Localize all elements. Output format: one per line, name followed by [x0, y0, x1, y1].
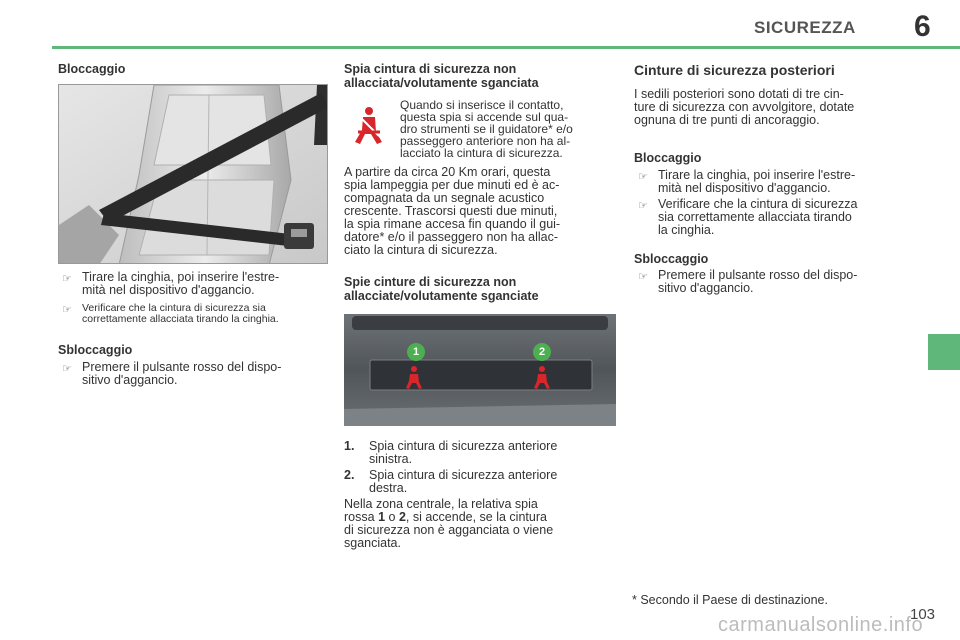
callout-2: 2 — [533, 343, 551, 361]
bullet-icon: ☞ — [638, 171, 648, 183]
front-seat-belt-illustration — [58, 84, 328, 264]
item-1-text: Spia cintura di sicurezza anteriore sinistra. — [369, 439, 558, 466]
bullet-icon: ☞ — [62, 304, 72, 316]
rear-locking-heading: Bloccaggio — [634, 151, 702, 165]
rear-lock-step-1: Tirare la cinghia, poi inserire l'estre- mità nel dispositivo d'aggancio. — [658, 168, 856, 195]
watermark: carmanualsonline.info — [718, 614, 924, 636]
lock-step-1: Tirare la cinghia, poi inserire l'estre- mità nel dispositivo d'aggancio. — [82, 270, 280, 297]
seat-belt-drawing — [59, 85, 328, 264]
rear-belts-intro: I sedili posteriori sono dotati di tre cin- ture di sicurezza con avvolgitore, dotate ognuna di tre punti di ancoraggio. — [634, 87, 855, 127]
warning-light-description: Quando si inserisce il contatto, questa spia si accende sul qua- dro strumenti se il guidatore* e/o passeggero anteriore non ha al- lacciato la cintura di sicurezza. — [400, 98, 573, 160]
bullet-icon: ☞ — [62, 363, 72, 375]
unlock-step: Premere il pulsante rosso del dispo- sitivo d'aggancio. — [82, 360, 282, 387]
rear-lock-step-2: Verificare che la cintura di sicurezza sia correttamente allacciata tirando la cinghia. — [658, 197, 858, 237]
locking-heading: Bloccaggio — [58, 62, 126, 76]
warning-light-heading: Spia cintura di sicurezza non allacciata/volutamente sganciata — [344, 62, 539, 90]
item-1-number: 1. — [344, 439, 355, 453]
page-number: 103 — [910, 606, 936, 623]
lock-step-2: Verificare che la cintura di sicurezza sia correttamente allacciata tirando la cinghia. — [82, 302, 279, 325]
chapter-tab — [928, 334, 960, 370]
item-2-number: 2. — [344, 468, 355, 482]
footnote: * Secondo il Paese di destinazione. — [632, 593, 828, 607]
rear-unlocking-heading: Sbloccaggio — [634, 252, 709, 266]
bullet-icon: ☞ — [62, 273, 72, 285]
seatbelt-warning-icon — [352, 106, 386, 146]
header-divider — [52, 46, 960, 49]
chapter-number: 6 — [914, 10, 931, 43]
warning-lights-panel — [344, 314, 616, 426]
warning-light-behavior: A partire da circa 20 Km orari, questa spia lampeggia per due minuti ed è ac- compagnata da un segnale acustico crescente. Trascorsi questi due minuti, la spia rimane accesa fin quando il gui- datore* e/o il passeggero non ha allac- ciato la cintura di sicurezza. — [344, 165, 561, 257]
rear-belts-heading: Cinture di sicurezza posteriori — [634, 62, 835, 78]
bullet-icon: ☞ — [638, 200, 648, 212]
item-2-text: Spia cintura di sicurezza anteriore destra. — [369, 468, 558, 495]
rear-unlock-step: Premere il pulsante rosso del dispo- sitivo d'aggancio. — [658, 268, 858, 295]
ceiling-warning-lights-photo — [344, 314, 616, 426]
front-lights-heading: Spie cinture di sicurezza non allacciate/volutamente sganciate — [344, 275, 539, 303]
page-section-title: SICUREZZA — [754, 18, 856, 37]
unlocking-heading: Sbloccaggio — [58, 343, 133, 357]
callout-1: 1 — [407, 343, 425, 361]
central-zone-note: Nella zona centrale, la relativa spia rossa 1 o 2, si accende, se la cintura di sicurezza non è agganciata o viene sganciata. — [344, 497, 554, 550]
bullet-icon: ☞ — [638, 271, 648, 283]
